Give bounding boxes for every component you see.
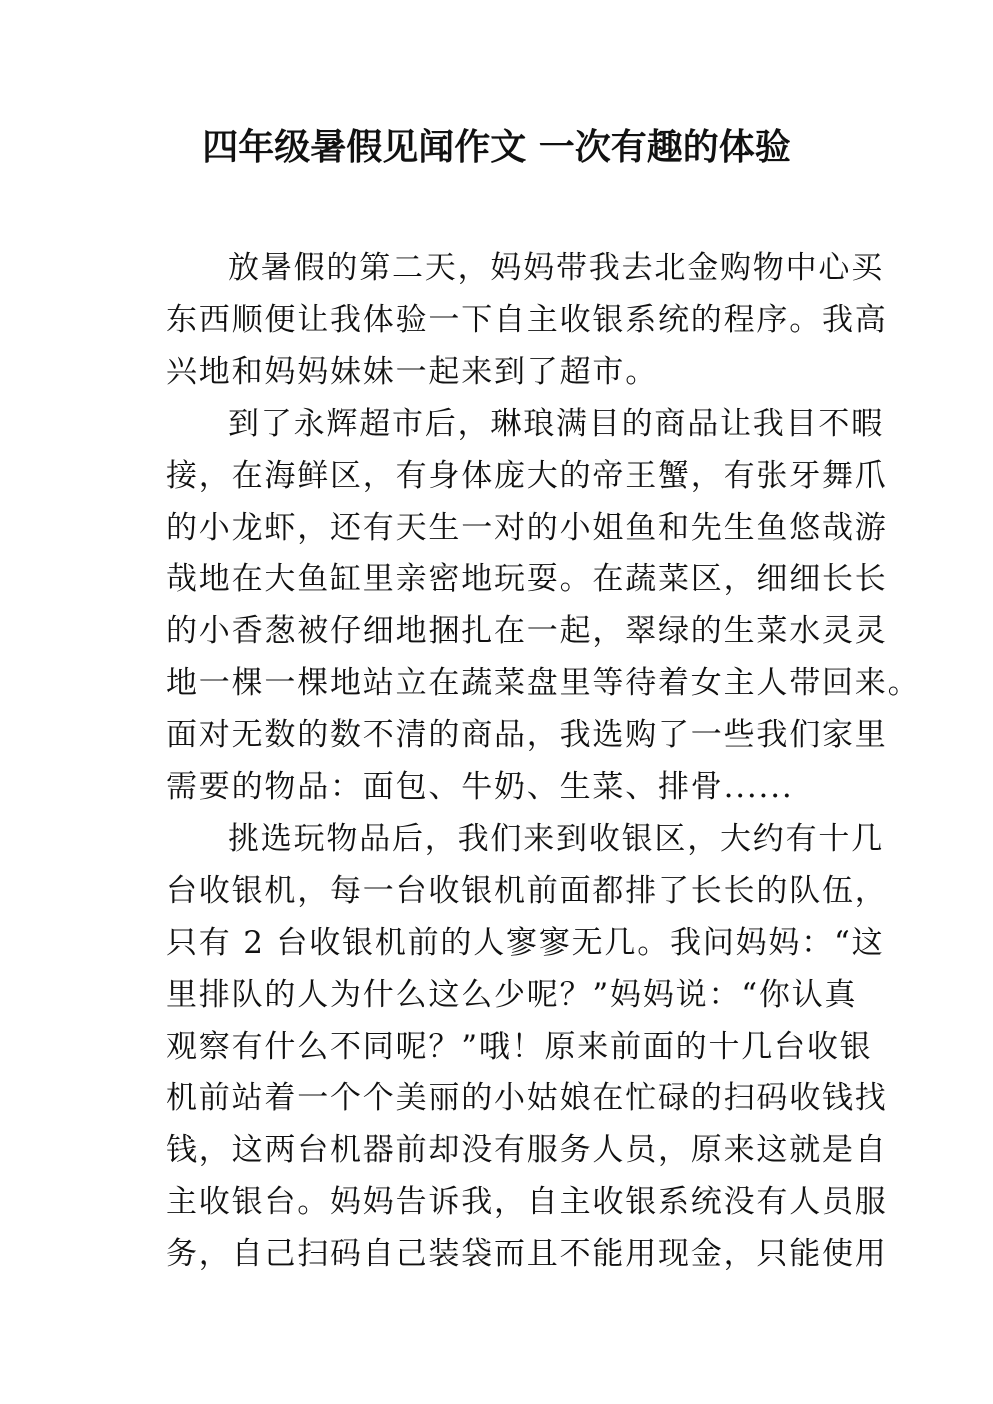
text-line: 主收银台。妈妈告诉我，自主收银系统没有人员服 xyxy=(166,1184,888,1221)
text-line: 观察有什么不同呢？”哦！原来前面的十几台收银 xyxy=(166,1028,873,1065)
text-line: 放暑假的第二天，妈妈带我去北金购物中心买 xyxy=(228,250,884,286)
text-line: 挑选玩物品后，我们来到收银区，大约有十几 xyxy=(228,820,884,857)
text-line: 务，自己扫码自己装袋而且不能用现金，只能使用 xyxy=(166,1236,888,1273)
text-line: 到了永辉超市后，琳琅满目的商品让我目不暇 xyxy=(228,405,884,442)
text-line: 地一棵一棵地站立在蔬菜盘里等待着女主人带回来。 xyxy=(166,665,921,702)
text-line: 东西顺便让我体验一下自主收银系统的程序。我高 xyxy=(166,301,888,338)
text-line: 机前站着一个个美丽的小姑娘在忙碌的扫码收钱找 xyxy=(166,1080,888,1117)
text-line: 需要的物品：面包、牛奶、生菜、排骨...... xyxy=(166,769,794,805)
text-line: 的小香葱被仔细地捆扎在一起，翠绿的生菜水灵灵 xyxy=(166,613,888,650)
text-line: 钱，这两台机器前却没有服务人员，原来这就是自 xyxy=(166,1132,888,1169)
text-line: 只有 2 台收银机前的人寥寥无几。我问妈妈：“这 xyxy=(166,924,885,961)
document-title: 四年级暑假见闻作文 一次有趣的体验 xyxy=(202,127,791,168)
text-line: 接，在海鲜区，有身体庞大的帝王蟹，有张牙舞爪 xyxy=(166,457,888,494)
text-line: 的小龙虾，还有天生一对的小姐鱼和先生鱼悠哉游 xyxy=(166,509,888,546)
text-line: 兴地和妈妈妹妹一起来到了超市。 xyxy=(166,353,658,390)
text-line: 里排队的人为什么这么少呢？”妈妈说：“你认真 xyxy=(166,976,858,1013)
text-line: 哉地在大鱼缸里亲密地玩耍。在蔬菜区，细细长长 xyxy=(166,561,888,598)
text-line: 面对无数的数不清的商品，我选购了一些我们家里 xyxy=(166,717,888,754)
text-line: 台收银机，每一台收银机前面都排了长长的队伍， xyxy=(166,872,888,909)
